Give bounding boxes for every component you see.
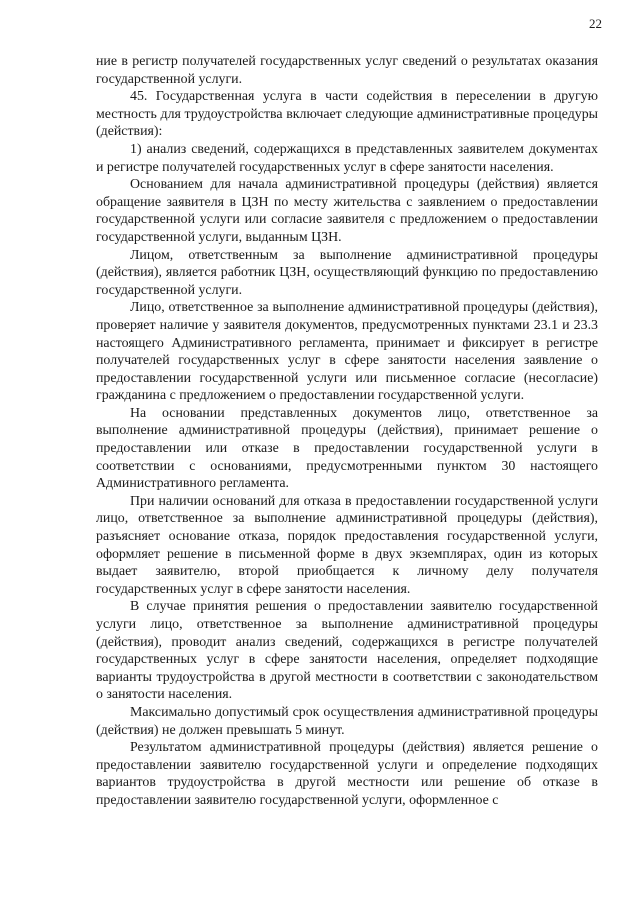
paragraph-item-45: 45. Государственная услуга в части содействия в переселении в другую местность для трудоустройства включает следующие административные процедуры (действия): [96, 89, 598, 140]
document-body [96, 53, 598, 810]
paragraph-subitem-1: 1) анализ сведений, содержащихся в представленных заявителем документах и регистре получателей государственных услуг в сфере занятости населения. [96, 141, 598, 175]
paragraph-responsible-person: Лицом, ответственным за выполнение административной процедуры (действия), является работник ЦЗН, осуществляющий функцию по предоставлению государственной услуги. [96, 247, 598, 298]
paragraph-refusal: При наличии оснований для отказа в предоставлении государственной услуги лицо, ответственное за выполнение административной процедуры (действия), разъясняет основание отказа, порядок предоставления государственной услуги, оформляет решение в письменной форме в двух экземплярах, один из которых выдает заявителю, второй приобщается к личному делу получателя государственных услуг в сфере занятости населения. [96, 493, 598, 597]
paragraph-result: Результатом административной процедуры (действия) является решение о предоставлении заявителю государственной услуги и определение подходящих вариантов трудоустройства в другой местности или решение об отказе в предоставлении заявителю государственной услуги, оформленное с [96, 740, 598, 808]
paragraph-analysis: В случае принятия решения о предоставлении заявителю государственной услуги лицо, ответственное за выполнение административной процедуры (действия), проводит анализ сведений, содержащихся в регистре получателей государственных услуг в сфере занятости населения, определяет подходящие варианты трудоустройства в другой местности в соответствии с законодательством о занятости населения. [96, 599, 598, 703]
page-number: 22 [589, 16, 602, 31]
paragraph-basis: Основанием для начала административной процедуры (действия) является обращение заявителя в ЦЗН по месту жительства с заявлением о предоставлении государственной услуги или согласие заявителя с предложением о предоставлении государственной услуги, выданным ЦЗН. [96, 177, 598, 245]
paragraph-decision: На основании представленных документов лицо, ответственное за выполнение административной процедуры (действия), принимает решение о предоставлении или отказе в предоставлении государственной услуги в соответствии с основаниями, предусмотренными пунктом 30 настоящего Административного регламента. [96, 405, 598, 492]
paragraph-continuation: ние в регистр получателей государственных услуг сведений о результатах оказания государственной услуги. [96, 54, 598, 87]
paragraph-document-check: Лицо, ответственное за выполнение административной процедуры (действия), проверяет наличие у заявителя документов, предусмотренных пунктами 23.1 и 23.3 настоящего Административного регламента, принимает и фиксирует в регистре получателей государственных услуг в сфере занятости населения заявление о предоставлении государственной услуги или письменное согласие (несогласие) гражданина с предложением о предоставлении государственной услуги. [96, 300, 598, 404]
paragraph-max-time: Максимально допустимый срок осуществления административной процедуры (действия) не должен превышать 5 минут. [96, 704, 598, 738]
